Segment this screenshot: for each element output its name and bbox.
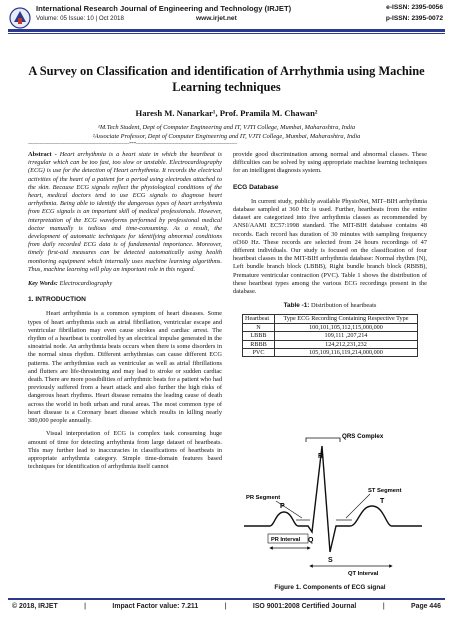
table-caption-text: Distribution of heartbeats	[309, 302, 377, 310]
table-cell-type: PVC	[243, 349, 275, 357]
table-row	[243, 349, 418, 357]
table-row	[243, 332, 418, 340]
p-label: P	[280, 503, 285, 510]
keywords	[28, 280, 222, 288]
footer-rule	[8, 598, 445, 600]
st-segment-label: ST Segment	[368, 488, 402, 494]
table-caption	[233, 302, 427, 310]
e-issn: e-ISSN: 2395-0056	[386, 4, 443, 11]
ecg-components-diagram	[240, 432, 426, 578]
r-label: R	[318, 453, 324, 460]
right-column	[233, 151, 427, 357]
abstract-label: Abstract -	[28, 151, 57, 158]
journal-name: International Research Journal of Engineering and Technology (IRJET)	[36, 4, 292, 13]
qt-interval-label: QT Interval	[348, 571, 379, 577]
footer-impact-factor: Impact Factor value: 7.211	[112, 603, 199, 610]
header-rule-thin	[8, 33, 445, 34]
qrs-label: QRS Complex	[342, 433, 384, 440]
q-label: Q	[308, 537, 314, 544]
st-segment-pointer	[346, 494, 370, 518]
continued-paragraph: provide good discrimination among normal and abnormal classes. These difficulties can be solved by using appropriate machine learning techniques for an intelligent diagnosis system.	[233, 151, 427, 175]
table-header-row	[243, 315, 418, 323]
figure-caption: Figure 1. Components of ECG signal	[274, 584, 386, 591]
table-row	[243, 340, 418, 348]
table-cell-type: RBBB	[243, 340, 275, 348]
page-footer	[12, 603, 441, 610]
introduction-heading: 1. INTRODUCTION	[28, 296, 86, 304]
header-rule	[8, 29, 445, 32]
qrs-bracket	[306, 438, 340, 442]
table-cell-records: 100,101,105,112,115,000,000	[274, 323, 417, 331]
table-row	[243, 323, 418, 331]
table-caption-label: Table -1:	[283, 302, 310, 310]
table-header-heartbeat: Heartbeat	[243, 315, 275, 323]
footer-divider: |	[84, 603, 87, 610]
introduction-paragraph-2: Visual interpretation of ECG is complex task consuming huge amount of time for detecting arrhythmia from large dataset of heartbeats. This may further lead to inaccuracies in classifications of heartbeats in appropriate arrhythmia category. Simple time-domain features based techniques for identification of arrhythmia itself cannot	[28, 430, 222, 471]
keywords-text: Electrocardiography	[57, 280, 113, 288]
keywords-label: Key Words:	[28, 280, 58, 288]
pr-interval-label: PR Interval	[271, 537, 301, 543]
footer-page-number: Page 446	[411, 603, 441, 610]
abstract-text: Heart arrhythmia is a heart state in which the heartbeat is irregular which can be too fast, too slow or unstable. Electrocardiography (ECG) is use for the detection of Heart arrhythmia. It records the electrical activities of the heart of a patient for a period using electrodes attached to the skin. Because ECG signals reflect the physiological conditions of the heart, medical doctors tend to use ECG signals to diagnose heart arrhythmia. Being able to identify the dangerous types of heart arrhythmia from ECG signals is an important skill of medical professionals. However, interpretation of the ECG waveforms performed by professional medical doctor manually is tedious and time-consuming. As a result, the development of automatic techniques for identifying abnormal conditions from daily recorded ECG data is of fundamental importance. Moreover, timely first-aid measures can be detected automatically using health monitoring equipment which internally uses machine learning algorithms. Thus, machine learning will play an important role in this regard.	[28, 151, 222, 273]
affiliation-1: ¹M.Tech Student, Dept of Computer Engineering and IT, VJTI College, Mumbai, Maharashtra, India	[97, 124, 356, 131]
affiliation-2: ²Associate Professor, Dept of Computer Engineering and IT, VJTI College, Mumbai, Maharashtra, India	[92, 133, 361, 140]
journal-header	[0, 0, 453, 36]
irjet-logo-icon	[9, 6, 31, 30]
pr-segment-label: PR Segment	[246, 495, 281, 501]
table-cell-records: 105,109,116,119,214,000,000	[274, 349, 417, 357]
journal-website-link[interactable]: www.irjet.net	[196, 15, 237, 22]
footer-iso: ISO 9001:2008 Certified Journal	[252, 603, 357, 610]
table-cell-records: 109,111 ,207,214	[274, 332, 417, 340]
heartbeat-distribution-table	[242, 314, 418, 357]
table-header-recordings: Type ECG Recording Containing Respective Type	[274, 315, 417, 323]
paper-authors: Haresh M. Nanarkar¹, Prof. Pramila M. Chawan²	[135, 108, 318, 118]
abstract	[28, 151, 222, 274]
table-cell-records: 124,212,231,232	[274, 340, 417, 348]
left-column	[28, 151, 222, 476]
ecg-database-heading: ECG Database	[233, 183, 279, 191]
t-label: T	[380, 498, 385, 505]
footer-divider: |	[224, 603, 227, 610]
footer-copyright: © 2018, IRJET	[12, 603, 58, 610]
introduction-paragraph-1: Heart arrhythmia is a common symptom of heart diseases. Some types of heart arrhythmia such as atrial fibrillation, ventricular escape and ventricular fibrillation may even cause strokes and cardiac arrest. The rhythm of a heartbeat is controlled by an electrical impulse generated in the sinoatrial node. An arrhythmia beats occurs when there is some disorders in the normal sinus rhythm. Different arrhythmias can cause different ECG patterns. The arrhythmias such as ventricular as well as atrial fibrillations and flutters are life-threatening and may lead to stroke or sudden cardiac death. There are more possibilities of arrhythmic beats for a patient who had previously suffered from a heart attack and also further the high risks of dangerous heart rhythms. Heart disease remains the leading cause of death across the world in both urban and rural areas. The most common type of heart disease is a Coronary heart disease which results in killing nearly 380,000 people annually.	[28, 310, 222, 425]
section-separator: ---------------------------------------------------------------------***---------------------------------------------------------------------	[28, 142, 238, 147]
footer-divider: |	[382, 603, 385, 610]
table-cell-type: LBBB	[243, 332, 275, 340]
ecg-database-paragraph: In current study, publicly available PhysioNet, MIT–BIH arrhythmia database sampled at 360 Hz is used. Further, heartbeats from the entire dataset are categorized into five arrhythmia classes as recommended by ANSI/AAMI EC57:1998 standard. The MIT-BIH database contains 48 records. Each record has duration of 30 minutes with sampling frequency of360 Hz. These records are selected from 24 hours recordings of 47 different individuals. Our study is focused on the classification of four heartbeat classes in the MIT-BIH arrhythmia database: Normal rhythm (N), Left bundle branch block (LBBB), Right bundle branch block (RBBB), Premature ventricular contraction (PVC). Table 1 shows the distribution of these heartbeat types among the various ECG recordings present in the database.	[233, 197, 427, 296]
s-label: S	[328, 557, 333, 564]
paper-title: A Survey on Classification and identification of Arrhythmia using Machine Learning techniques	[28, 64, 425, 94]
journal-volume: Volume: 05 Issue: 10 | Oct 2018	[36, 15, 124, 22]
p-issn: p-ISSN: 2395-0072	[385, 15, 443, 22]
table-cell-type: N	[243, 323, 275, 331]
